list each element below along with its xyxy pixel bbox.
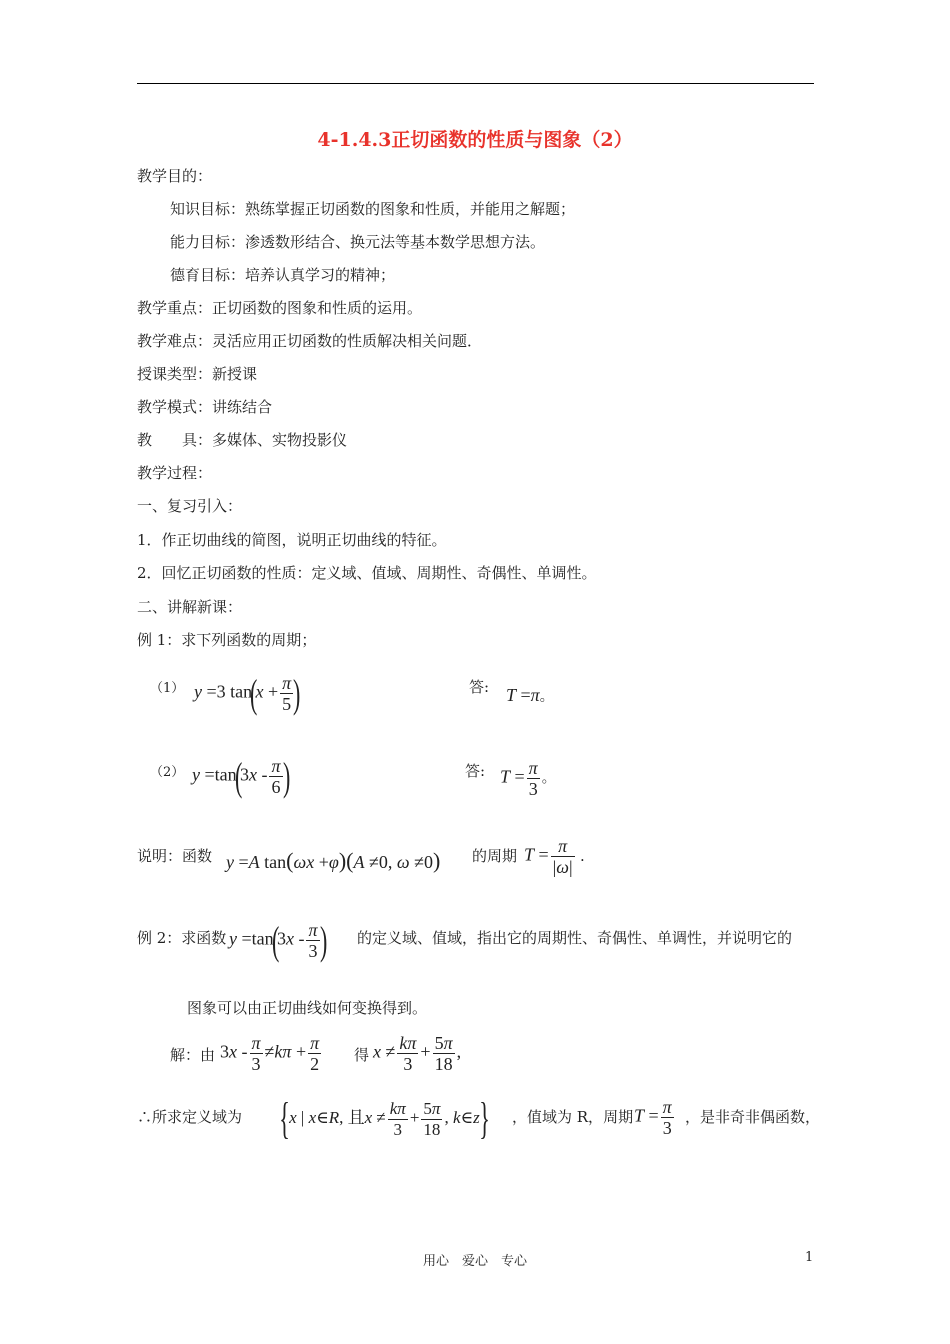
header-rule (137, 83, 814, 84)
problem-1-period-end: 。 (539, 690, 554, 705)
example-2-prefix: 例 2：求函数 (137, 929, 227, 947)
problem-1-answer: T =π。 (506, 685, 554, 705)
example-2-continuation: 图象可以由正切曲线如何变换得到。 (187, 999, 428, 1017)
note-middle: 的周期 (472, 847, 518, 865)
document-title: 4-1.4.3正切函数的性质与图象（2） (317, 129, 633, 151)
process-heading: 教学过程： (137, 464, 213, 482)
solution-inequality: 3x - $\frac{\pi}{3}$ ≠kπ + $\frac{\pi}{2}$ (220, 1033, 320, 1074)
problem-2-label: （2） (150, 765, 185, 780)
solution-result: x ≠ $\frac{k\pi}{3}$ + $\frac{5\pi}{18}$ , (373, 1033, 462, 1074)
review-heading: 一、复习引入： (137, 497, 243, 515)
knowledge-goal: 知识目标：熟练掌握正切函数的图象和性质，并能用之解题； (170, 200, 576, 218)
new-lesson-heading: 二、讲解新课： (137, 598, 243, 616)
therefore-end: ，是非奇非偶函数， (685, 1108, 821, 1126)
problem-2-period-end: 。 (541, 771, 556, 787)
difficulty: 教学难点：灵活应用正切函数的性质解决相关问题． (137, 332, 483, 350)
problem-2-formula: y =tan(3x - $\frac{\pi}{6}$ ) (192, 753, 290, 799)
problem-1-answer-label: 答: (469, 678, 490, 696)
note-prefix: 说明：函数 (137, 847, 213, 865)
example-2-formula: y =tan(3x - $\frac{\pi}{3}$ ) (229, 917, 327, 963)
key-point: 教学重点：正切函数的图象和性质的运用。 (137, 299, 423, 317)
review-item-1: 1．作正切曲线的简图，说明正切曲线的特征。 (137, 531, 447, 549)
problem-1-formula: y =3 tan(x + $\frac{\pi}{5}$ ) (194, 670, 301, 716)
footer-motto: 用心 爱心 专心 (422, 1254, 527, 1269)
note-end: . (580, 847, 585, 865)
page-number: 1 (805, 1250, 814, 1265)
domain-set: {x | x∈R, 且x ≠ $\frac{k\pi}{3}$ + $\frac{5\pi}{18}$ , k∈z} (279, 1094, 490, 1143)
problem-2-answer-label: 答: (465, 762, 486, 780)
problem-2-answer: T = $\frac{\pi}{3}$ 。 (500, 758, 556, 799)
objective-heading: 教学目的： (137, 167, 213, 185)
therefore-period: T = $\frac{\pi}{3}$ (634, 1097, 672, 1138)
moral-goal: 德育目标：培养认真学习的精神； (170, 266, 396, 284)
note-formula: y =A tan(ωx +φ)(A ≠0, ω ≠0) (226, 848, 441, 873)
example-1-heading: 例 1：求下列函数的周期； (137, 631, 317, 649)
therefore-mid: ，值域为 R，周期 (512, 1108, 634, 1126)
review-item-2: 2．回忆正切函数的性质：定义域、值域、周期性、奇偶性、单调性。 (137, 564, 597, 582)
example-2-suffix: 的定义域、值域，指出它的周期性、奇偶性、单调性，并说明它的 (357, 929, 793, 947)
teaching-tools: 教 具：多媒体、实物投影仪 (137, 431, 348, 449)
solution-prefix: 解：由 (170, 1046, 216, 1064)
solution-mid: 得 (354, 1046, 370, 1064)
lesson-type: 授课类型：新授课 (137, 365, 258, 383)
therefore-prefix: ∴所求定义域为 (137, 1108, 243, 1126)
ability-goal: 能力目标：渗透数形结合、换元法等基本数学思想方法。 (170, 233, 546, 251)
problem-1-label: （1） (150, 681, 185, 696)
teaching-mode: 教学模式：讲练结合 (137, 398, 273, 416)
note-period-formula: T = $\frac{\pi}{|\omega|}$ (524, 836, 573, 877)
